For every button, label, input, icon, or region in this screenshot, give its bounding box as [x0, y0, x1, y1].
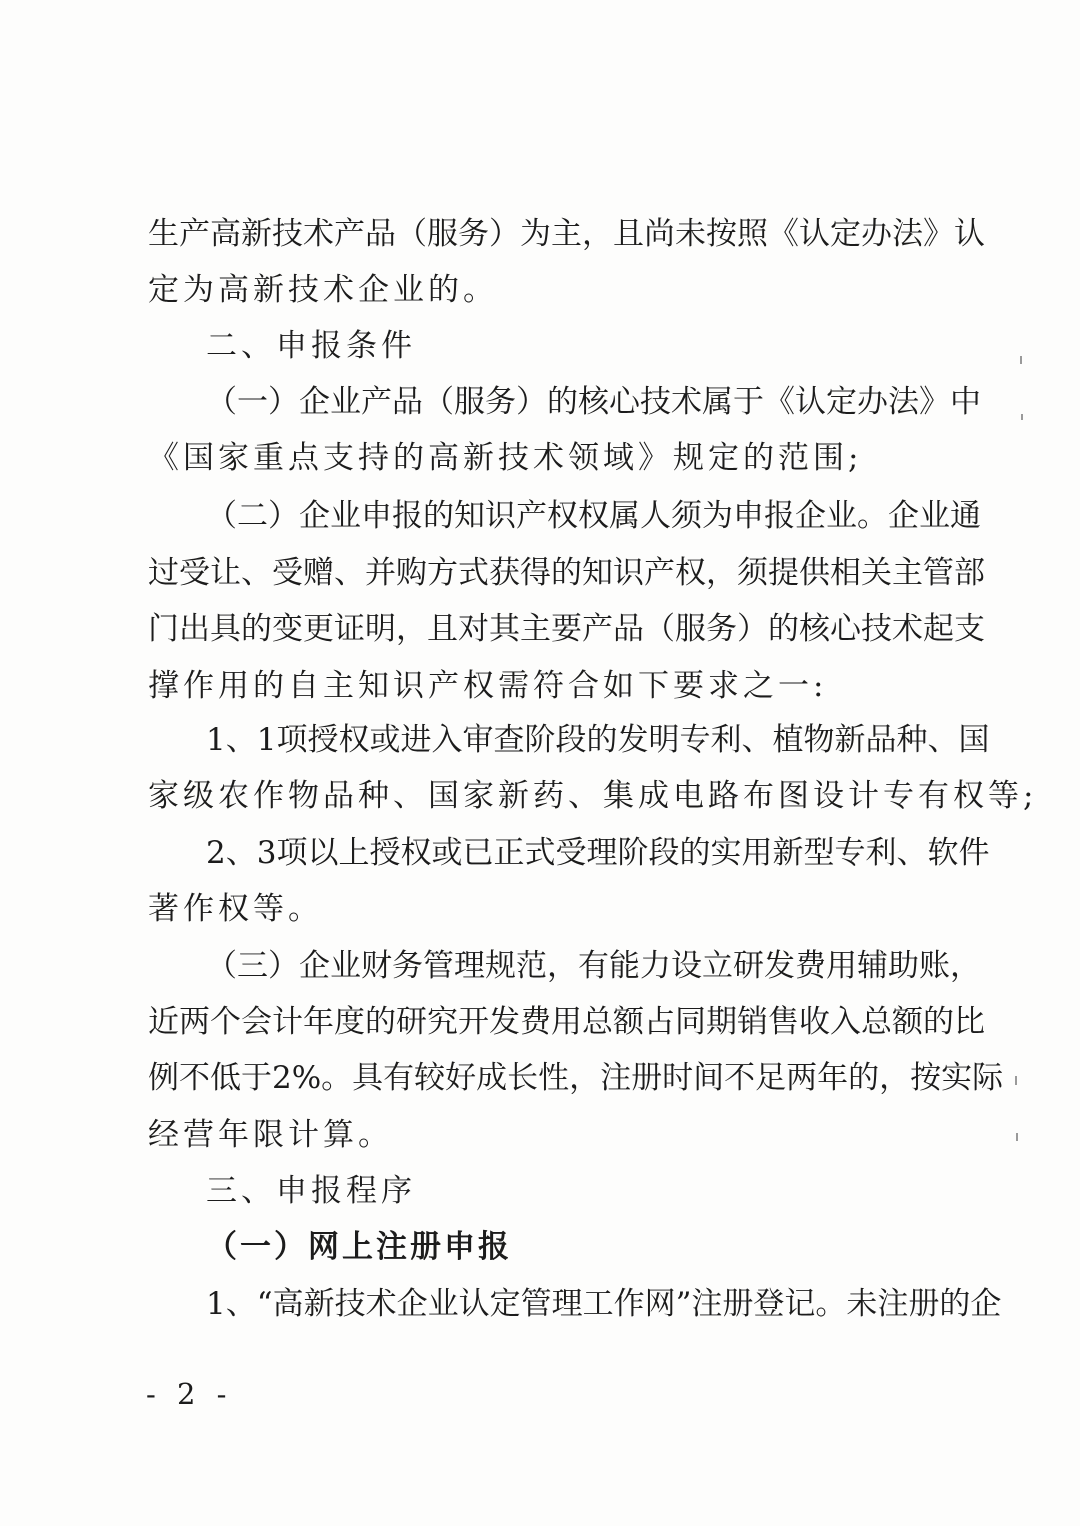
scan-speck: [1020, 356, 1022, 364]
scan-speck: [1016, 1133, 1018, 1141]
paragraph-line: （一）企业产品（服务）的核心技术属于《认定办法》中: [206, 384, 981, 420]
page-number: - 2 -: [146, 1377, 233, 1411]
paragraph-line: 撑作用的自主知识产权需符合如下要求之一:: [148, 668, 828, 704]
paragraph-line: 过受让、受赠、并购方式获得的知识产权，须提供相关主管部: [148, 555, 985, 591]
paragraph-line: 例不低于2%。具有较好成长性，注册时间不足两年的，按实际: [148, 1060, 1004, 1096]
paragraph-line: 1、“高新技术企业认定管理工作网”注册登记。未注册的企: [206, 1286, 1002, 1322]
list-item-line: 著作权等。: [148, 891, 323, 927]
section-heading: 三、申报程序: [206, 1173, 416, 1209]
paragraph-line: （二）企业申报的知识产权权属人须为申报企业。企业通: [206, 498, 981, 534]
subsection-heading: （一）网上注册申报: [206, 1229, 512, 1265]
scan-speck: [1021, 414, 1023, 420]
paragraph-line: 生产高新技术产品（服务）为主，且尚未按照《认定办法》认: [148, 216, 985, 252]
paragraph-line: （三）企业财务管理规范，有能力设立研发费用辅助账，: [206, 948, 981, 984]
paragraph-line: 近两个会计年度的研究开发费用总额占同期销售收入总额的比: [148, 1004, 985, 1040]
paragraph-line: 经营年限计算。: [148, 1117, 393, 1153]
list-item-line: 2、3项以上授权或已正式受理阶段的实用新型专利、软件: [206, 835, 990, 871]
list-item-line: 家级农作物品种、国家新药、集成电路布图设计专有权等;: [148, 778, 1038, 814]
paragraph-line: 《国家重点支持的高新技术领域》规定的范围;: [148, 440, 863, 476]
paragraph-line: 门出具的变更证明，且对其主要产品（服务）的核心技术起支: [148, 611, 985, 647]
list-item-line: 1、1项授权或进入审查阶段的发明专利、植物新品种、国: [206, 722, 990, 758]
paragraph-line: 定为高新技术企业的。: [148, 272, 498, 308]
scan-speck: [1015, 1076, 1017, 1085]
section-heading: 二、申报条件: [206, 328, 416, 364]
